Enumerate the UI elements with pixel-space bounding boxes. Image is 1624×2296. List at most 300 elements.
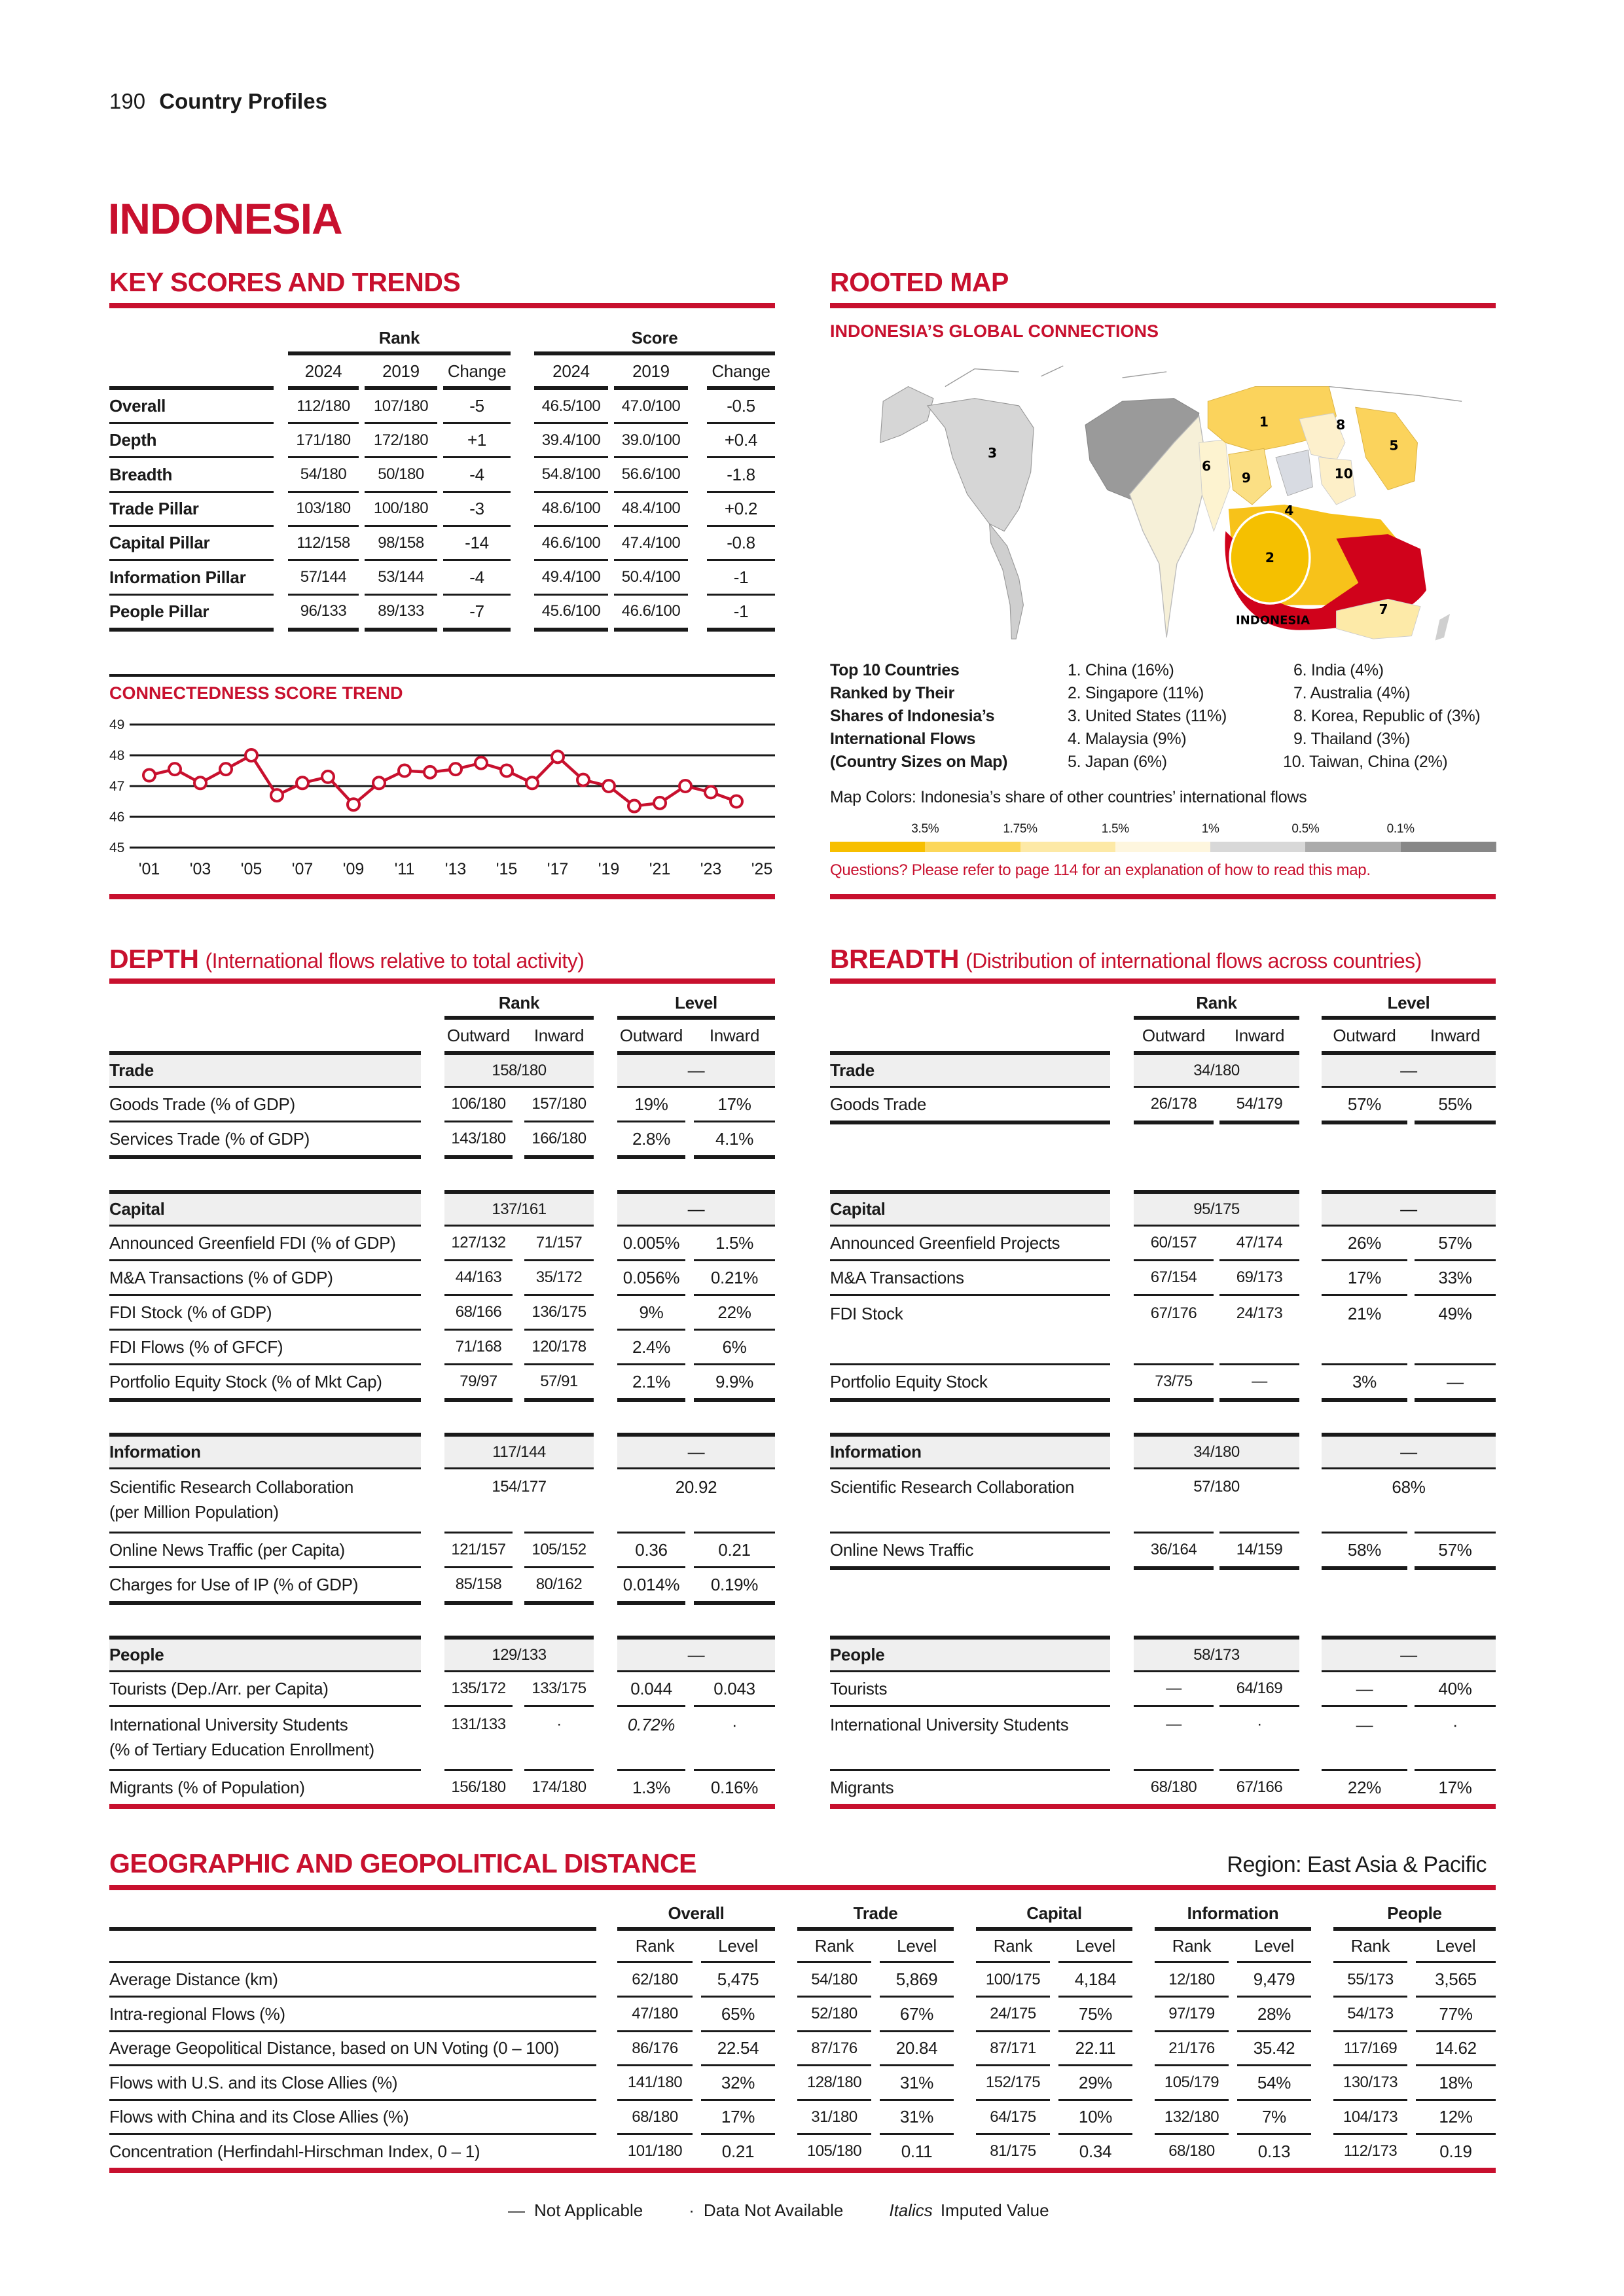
- table-rule: [1415, 1121, 1496, 1124]
- map-label-taiwan: 10: [1334, 465, 1353, 482]
- red-divider: [109, 1885, 1496, 1890]
- rank-cell: 68/180: [1168, 2142, 1215, 2160]
- legend-italics: Italics: [889, 2200, 933, 2220]
- level-cell: 7%: [1262, 2107, 1286, 2126]
- row-label: Migrants: [830, 1777, 894, 1797]
- rank-in-cell: ·: [1257, 1715, 1262, 1733]
- x-tick-label: '03: [189, 860, 211, 878]
- rank-in-cell: 136/175: [532, 1303, 586, 1321]
- rank-cell: 100/175: [985, 1970, 1041, 1988]
- table-rule: [1219, 1121, 1299, 1124]
- table-cell: -5: [469, 396, 484, 416]
- level-out-cell: —: [1356, 1715, 1373, 1734]
- red-divider: [109, 2168, 1496, 2173]
- table-cell: -3: [469, 498, 484, 518]
- level-out-cell: 3%: [1352, 1371, 1377, 1391]
- rank-in-cell: 71/157: [535, 1234, 583, 1251]
- table-cell: 50/180: [378, 465, 424, 484]
- level-out-cell: 26%: [1347, 1232, 1382, 1253]
- top10-item: 5. Japan (6%): [1068, 753, 1167, 771]
- level-in-cell: 0.19%: [710, 1574, 759, 1594]
- rank-out-cell: 67/154: [1150, 1268, 1197, 1286]
- rank-in-cell: 64/169: [1236, 1679, 1283, 1697]
- y-tick-label: 48: [109, 748, 125, 763]
- level-in-cell: 55%: [1438, 1094, 1472, 1114]
- table-rule: [614, 628, 688, 632]
- section-level: —: [617, 1640, 775, 1670]
- top10-item: 10. Taiwan, China (2%): [1283, 753, 1448, 771]
- table-cell: 112/180: [297, 397, 350, 415]
- level-in-cell: 57%: [1438, 1232, 1472, 1253]
- table-rule: [444, 1016, 594, 1020]
- x-tick-label: '21: [649, 860, 671, 878]
- row-label: Goods Trade (% of GDP): [109, 1094, 295, 1114]
- table-cell: -0.5: [727, 396, 755, 416]
- rank-out-cell: 121/157: [451, 1541, 506, 1558]
- rank-cell: 132/180: [1164, 2108, 1219, 2126]
- rank-out-cell: 156/180: [451, 1778, 506, 1796]
- level-in-cell: 17%: [1438, 1777, 1472, 1797]
- data-point: [297, 777, 308, 789]
- table-rule: [707, 628, 775, 632]
- row-label: Announced Greenfield FDI (% of GDP): [109, 1232, 396, 1253]
- y-tick-label: 47: [109, 779, 125, 794]
- map-region-latin-america: [990, 524, 1024, 639]
- table-cell: +0.2: [724, 498, 758, 518]
- table-rule: [617, 1155, 685, 1159]
- column-header: Level: [1075, 1935, 1115, 1956]
- rank-cell: 112/173: [1343, 2142, 1398, 2160]
- rank-cell: 54/180: [811, 1970, 857, 1988]
- level-in-cell: 4.1%: [715, 1128, 754, 1149]
- level-cell: 9,479: [1253, 1969, 1295, 1989]
- level-cell: 32%: [721, 2072, 755, 2092]
- rank-out-cell: 26/178: [1150, 1095, 1197, 1113]
- row-label: People Pillar: [109, 601, 209, 621]
- table-cell: 53/144: [378, 568, 424, 586]
- level-out-cell: 9%: [639, 1302, 664, 1322]
- rank-in-cell: 24/173: [1236, 1304, 1283, 1322]
- level-out-cell: 2.4%: [632, 1336, 671, 1357]
- row-label: Flows with U.S. and its Close Allies (%): [109, 2072, 398, 2092]
- level-in-cell: 33%: [1438, 1267, 1472, 1287]
- level-cell: 14.62: [1435, 2038, 1477, 2058]
- table-rule: [694, 1398, 775, 1402]
- map-label-australia: 7: [1379, 601, 1388, 617]
- section-rank: 34/180: [1134, 1055, 1299, 1086]
- rank-out-cell: 68/180: [1150, 1778, 1197, 1796]
- level-cell: 12%: [1439, 2107, 1473, 2126]
- table-cell: 54/180: [300, 465, 347, 484]
- data-point: [628, 800, 640, 812]
- rank-out-cell: 73/75: [1155, 1372, 1193, 1390]
- section-level: —: [617, 1194, 775, 1225]
- top10-item: 8. Korea, Republic of (3%): [1293, 707, 1481, 725]
- table-rule: [830, 1121, 1110, 1124]
- section-label: Information: [109, 1437, 421, 1467]
- rank-out-cell: 60/157: [1150, 1234, 1197, 1251]
- rank-cell: 130/173: [1343, 2073, 1398, 2091]
- level-out-cell: 0.044: [630, 1678, 672, 1698]
- trend-title: CONNECTEDNESS SCORE TREND: [109, 683, 403, 703]
- rank-cell: 24/175: [990, 2005, 1036, 2022]
- depth-subtitle: (International flows relative to total activity): [205, 949, 585, 973]
- geo-group-header: People: [1387, 1903, 1442, 1923]
- color-scale-label: 1.5%: [1101, 822, 1129, 836]
- rank-cell: 117/169: [1343, 2039, 1398, 2057]
- table-cell: -0.8: [727, 533, 755, 553]
- color-scale-segment: [1210, 842, 1306, 852]
- table-rule: [1415, 1398, 1496, 1402]
- color-scale-label: 3.5%: [911, 822, 939, 836]
- row-label: Tourists: [830, 1678, 888, 1698]
- red-divider: [830, 1804, 1496, 1809]
- table-cell: 96/133: [300, 602, 347, 620]
- x-tick-label: '19: [598, 860, 620, 878]
- section-name: Country Profiles: [159, 89, 327, 113]
- column-header: Rank: [1350, 1935, 1390, 1956]
- x-tick-label: '05: [240, 860, 262, 878]
- rank-in-cell: 174/180: [532, 1778, 586, 1796]
- data-point: [475, 757, 487, 769]
- level-cell: 65%: [721, 2003, 755, 2024]
- section-level: —: [617, 1055, 775, 1086]
- table-rule: [617, 1927, 775, 1931]
- map-country-new-zealand: [1435, 614, 1451, 641]
- y-tick-label: 46: [109, 810, 125, 825]
- rank-in-cell: 133/175: [532, 1679, 586, 1697]
- row-label: Portfolio Equity Stock: [830, 1371, 988, 1391]
- rank-cell: 141/180: [627, 2073, 683, 2091]
- table-cell: 56.6/100: [621, 465, 681, 484]
- column-header: Outward: [1142, 1025, 1206, 1045]
- section-rank: 95/175: [1134, 1194, 1299, 1225]
- table-cell: -4: [469, 567, 484, 587]
- row-label: Services Trade (% of GDP): [109, 1128, 310, 1149]
- table-rule: [701, 1961, 775, 1963]
- table-cell: 89/133: [378, 602, 424, 620]
- column-header: Inward: [1430, 1025, 1481, 1045]
- rank-cell: 101/180: [627, 2142, 683, 2160]
- table-rule: [109, 674, 775, 677]
- column-header: Level: [1435, 1935, 1476, 1956]
- rank-in-cell: 14/159: [1236, 1541, 1283, 1558]
- section-rank: 129/133: [444, 1640, 594, 1670]
- table-rule: [534, 628, 608, 632]
- rank-in-cell: 57/91: [540, 1372, 578, 1390]
- row-label: International University Students (% of Tertiary Education Enrollment): [109, 1715, 374, 1759]
- table-rule: [524, 1398, 594, 1402]
- level-cell: 0.13: [1257, 2141, 1291, 2161]
- level-in-cell: 0.16%: [710, 1777, 759, 1797]
- section-level: —: [1322, 1640, 1496, 1670]
- map-country-united-states: [928, 399, 1034, 531]
- color-scale-segment: [925, 842, 1020, 852]
- table-rule: [1322, 1121, 1407, 1124]
- column-header: 2024: [552, 361, 590, 381]
- level-in-cell: —: [1447, 1371, 1464, 1391]
- table-rule: [880, 1961, 954, 1963]
- data-point: [169, 763, 181, 775]
- data-point: [501, 765, 513, 777]
- column-header: Level: [897, 1935, 937, 1956]
- page-header: [109, 89, 327, 114]
- data-point: [577, 774, 589, 786]
- section-label: People: [830, 1640, 1110, 1670]
- table-rule: [617, 1961, 693, 1963]
- page-number: 190: [109, 89, 146, 113]
- rank-out-cell: 143/180: [451, 1130, 506, 1147]
- table-cell: 48.6/100: [541, 499, 601, 518]
- table-cell: 100/180: [373, 499, 429, 518]
- row-label: Trade Pillar: [109, 498, 199, 518]
- level-in-cell: 40%: [1438, 1678, 1472, 1698]
- table-cell: 49.4/100: [541, 568, 601, 586]
- table-rule: [617, 1601, 685, 1605]
- row-label: Flows with China and its Close Allies (%): [109, 2107, 409, 2126]
- row-label: Migrants (% of Population): [109, 1777, 305, 1797]
- rank-in-cell: 80/162: [535, 1575, 583, 1593]
- rooted-map: [830, 354, 1496, 649]
- table-rule: [109, 1155, 421, 1159]
- table-rule: [444, 1155, 513, 1159]
- level-cell: 10%: [1078, 2107, 1113, 2126]
- table-rule: [1219, 1398, 1299, 1402]
- rank-cell: 105/179: [1164, 2073, 1219, 2091]
- table-rule: [830, 1398, 1110, 1402]
- table-rule: [1134, 1121, 1214, 1124]
- row-label: FDI Stock: [830, 1304, 903, 1323]
- rank-out-cell: 127/132: [451, 1234, 506, 1251]
- table-cell: 48.4/100: [621, 499, 681, 518]
- map-label-china: 1: [1259, 414, 1269, 430]
- level-out-cell: 57%: [1347, 1094, 1382, 1114]
- level-cell: 28%: [1257, 2003, 1291, 2024]
- level-out-cell: 0.005%: [623, 1232, 680, 1253]
- rank-cell: 152/175: [985, 2073, 1041, 2091]
- data-point: [705, 786, 717, 798]
- row-label: M&A Transactions (% of GDP): [109, 1267, 333, 1287]
- table-cell: -1: [733, 601, 749, 621]
- table-rule: [524, 1155, 594, 1159]
- table-rule: [443, 628, 511, 632]
- table-rule: [1134, 1566, 1214, 1570]
- table-rule: [617, 1398, 685, 1402]
- legend-not-applicable: Not Applicable: [534, 2200, 643, 2220]
- section-level: —: [1322, 1194, 1496, 1225]
- table-rule: [617, 1016, 775, 1020]
- table-cell: 47.0/100: [621, 397, 681, 415]
- section-label: Capital: [830, 1194, 1110, 1225]
- top10-heading-line: International Flows: [830, 730, 976, 748]
- region-label: Region: East Asia & Pacific: [1227, 1852, 1487, 1877]
- rank-in-cell: 35/172: [535, 1268, 583, 1286]
- level-cell: 29%: [1078, 2072, 1113, 2092]
- red-divider: [830, 978, 1496, 984]
- table-rule: [694, 1601, 775, 1605]
- color-scale-segment: [830, 842, 926, 852]
- row-label: Breadth: [109, 464, 173, 484]
- breadth-title: [830, 944, 1422, 975]
- section-rank: 137/161: [444, 1194, 594, 1225]
- table-rule: [1416, 1961, 1496, 1963]
- rank-out-cell: 131/133: [451, 1715, 506, 1733]
- depth-heading: DEPTH: [109, 944, 199, 974]
- level-cell: 22.54: [717, 2038, 759, 2058]
- map-country-philippines: [1276, 450, 1312, 496]
- geo-group-header: Information: [1187, 1903, 1279, 1923]
- x-tick-label: '13: [444, 860, 467, 878]
- table-cell: 50.4/100: [621, 568, 681, 586]
- level-in-cell: 9.9%: [715, 1371, 754, 1391]
- level-out-cell: 0.36: [635, 1539, 668, 1560]
- color-scale-segment: [1305, 842, 1401, 852]
- level-cell: 0.11: [901, 2141, 933, 2161]
- data-point: [373, 777, 385, 789]
- red-divider: [830, 303, 1496, 308]
- column-header: Change: [712, 361, 770, 381]
- rank-out-cell: 85/158: [455, 1575, 502, 1593]
- row-label: Average Distance (km): [109, 1969, 278, 1989]
- top10-heading-line: Ranked by Their: [830, 684, 954, 702]
- data-point: [526, 777, 538, 789]
- connectedness-trend-chart: [98, 713, 785, 884]
- key-scores-title: KEY SCORES AND TRENDS: [109, 267, 461, 297]
- map-label-korea: 8: [1336, 417, 1346, 433]
- rank-in-cell: 69/173: [1236, 1268, 1283, 1286]
- table-rule: [444, 1601, 513, 1605]
- top10-item: 6. India (4%): [1293, 661, 1384, 679]
- section-level: —: [1322, 1055, 1496, 1086]
- table-rule: [109, 1601, 421, 1605]
- data-point: [271, 789, 283, 801]
- legend-not-available: Data Not Available: [703, 2200, 844, 2220]
- top10-item: 3. United States (11%): [1068, 707, 1227, 725]
- row-label: Concentration (Herfindahl-Hirschman Index, 0 – 1): [109, 2141, 480, 2161]
- rank-out-cell: 71/168: [455, 1338, 502, 1355]
- rank-out-cell: —: [1166, 1679, 1182, 1697]
- rank-cell: 105/180: [806, 2142, 862, 2160]
- rank-cell: 97/179: [1168, 2005, 1215, 2022]
- table-rule: [1219, 1566, 1299, 1570]
- table-cell: 46.5/100: [541, 397, 601, 415]
- top10-heading-line: (Country Sizes on Map): [830, 753, 1008, 771]
- row-label: Overall: [109, 396, 166, 416]
- data-point: [731, 796, 742, 808]
- rank-in-cell: 54/179: [1236, 1095, 1283, 1113]
- level-cell: 22.11: [1075, 2038, 1116, 2058]
- depth-title: [109, 944, 584, 975]
- table-cell: -4: [469, 464, 484, 484]
- map-label-india: 6: [1201, 458, 1212, 475]
- table-rule: [797, 1927, 954, 1931]
- level-cell: 3,565: [1435, 1969, 1477, 1989]
- map-outlines: [945, 366, 1462, 401]
- geo-title: GEOGRAPHIC AND GEOPOLITICAL DISTANCE: [109, 1848, 696, 1878]
- row-label: Capital Pillar: [109, 533, 210, 553]
- table-cell: 46.6/100: [621, 602, 681, 620]
- level-cell: 20.92: [675, 1477, 717, 1497]
- rank-cell: 21/176: [1168, 2039, 1215, 2057]
- table-rule: [365, 628, 437, 632]
- table-cell: -1.8: [727, 464, 755, 484]
- legend: [508, 2200, 1049, 2221]
- rooted-map-title: ROOTED MAP: [830, 267, 1009, 297]
- geo-group-header: Overall: [668, 1903, 725, 1923]
- x-tick-label: '07: [291, 860, 314, 878]
- rank-cell: 68/180: [632, 2108, 678, 2126]
- table-rule: [288, 351, 511, 355]
- rank-out-cell: 36/164: [1150, 1541, 1197, 1558]
- map-help-note: Questions? Please refer to page 114 for an explanation of how to read this map.: [830, 861, 1371, 879]
- table-rule: [694, 1155, 775, 1159]
- column-header: Change: [447, 361, 507, 381]
- row-label: FDI Stock (% of GDP): [109, 1302, 272, 1322]
- section-label: Information: [830, 1437, 1110, 1467]
- rank-out-cell: 67/176: [1150, 1304, 1197, 1322]
- geo-group-header: Capital: [1026, 1903, 1082, 1923]
- table-rule: [109, 628, 274, 632]
- level-in-cell: ·: [731, 1715, 738, 1734]
- rank-in-cell: 47/174: [1236, 1234, 1283, 1251]
- level-in-cell: 49%: [1438, 1304, 1472, 1323]
- top10-item: 4. Malaysia (9%): [1068, 730, 1187, 748]
- row-label: Intra-regional Flows (%): [109, 2003, 285, 2024]
- data-point: [143, 770, 155, 781]
- table-cell: 103/180: [296, 499, 351, 518]
- row-label: Average Geopolitical Distance, based on UN Voting (0 – 100): [109, 2038, 560, 2058]
- rank-cell: 47/180: [632, 2005, 678, 2022]
- rank-in-cell: 67/166: [1236, 1778, 1283, 1796]
- rank-in-cell: 120/178: [532, 1338, 586, 1355]
- rank-in-cell: 105/152: [532, 1541, 586, 1558]
- x-tick-label: '17: [547, 860, 569, 878]
- column-header: Rank: [635, 1935, 675, 1956]
- level-in-cell: ·: [1452, 1715, 1458, 1734]
- breadth-heading: BREADTH: [830, 944, 959, 974]
- section-level: —: [617, 1437, 775, 1467]
- x-tick-label: '09: [342, 860, 365, 878]
- table-cell: 107/180: [373, 397, 429, 415]
- table-cell: 39.4/100: [541, 431, 601, 449]
- color-scale-segment: [1401, 842, 1496, 852]
- section-label: People: [109, 1640, 421, 1670]
- map-country-japan: [1356, 407, 1418, 490]
- rank-out-cell: 79/97: [460, 1372, 497, 1390]
- level-cell: 0.19: [1439, 2141, 1472, 2161]
- map-label-indonesia: INDONESIA: [1235, 613, 1310, 628]
- level-cell: 31%: [899, 2072, 934, 2092]
- section-level: —: [1322, 1437, 1496, 1467]
- red-divider: [109, 303, 775, 308]
- table-cell: 171/180: [296, 431, 351, 449]
- table-rule: [797, 1961, 871, 1963]
- color-scale-label: 1%: [1201, 822, 1219, 836]
- map-country-alaska: [880, 387, 933, 443]
- section-label: Trade: [109, 1055, 421, 1086]
- y-tick-label: 45: [109, 840, 125, 855]
- level-in-cell: 6%: [722, 1336, 747, 1357]
- table-rule: [1322, 1566, 1407, 1570]
- table-rule: [109, 1961, 596, 1963]
- data-point: [399, 765, 410, 777]
- row-label: Online News Traffic: [830, 1539, 974, 1560]
- table-cell: 47.4/100: [621, 533, 681, 552]
- table-rule: [1415, 1566, 1496, 1570]
- level-cell: 20.84: [895, 2038, 938, 2058]
- rank-cell: 54/173: [1347, 2005, 1394, 2022]
- level-cell: 35.42: [1253, 2038, 1295, 2058]
